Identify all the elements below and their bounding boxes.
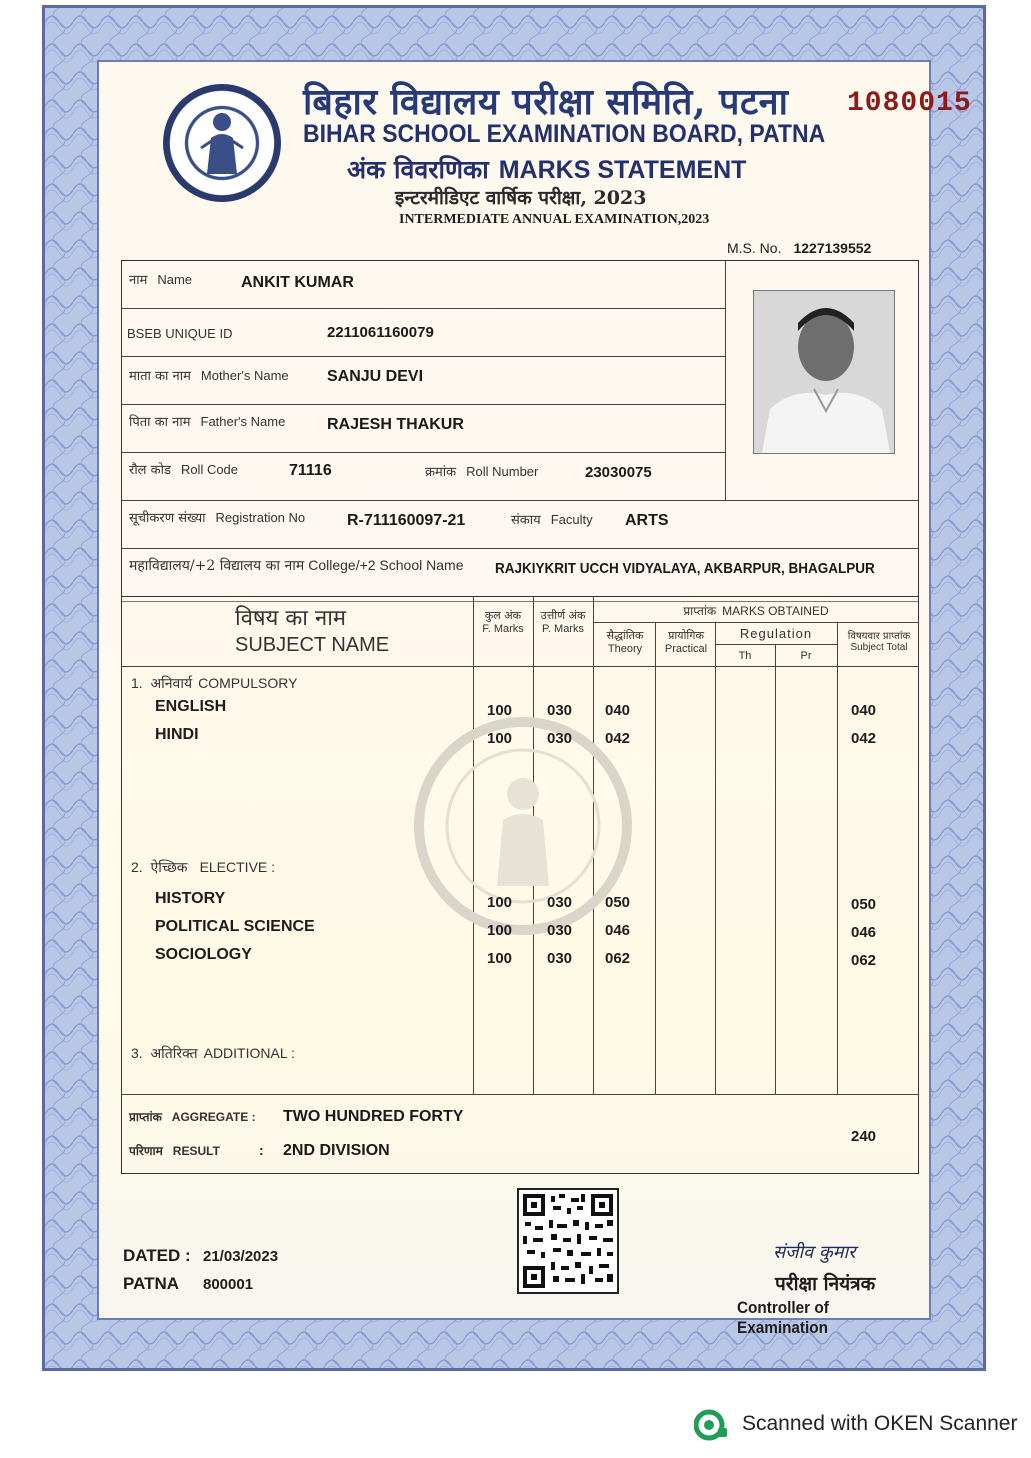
faculty-label-english: Faculty bbox=[550, 512, 593, 527]
section-additional bbox=[131, 1044, 295, 1063]
regulation-th-header: Th bbox=[738, 650, 752, 662]
certificate-border bbox=[42, 5, 986, 1371]
ms-number-label: M.S. No. bbox=[727, 240, 782, 256]
section-elective bbox=[131, 858, 275, 877]
subject-total-value: 040 bbox=[851, 702, 877, 719]
result-value: 2ND DIVISION bbox=[283, 1142, 390, 1159]
ms-number bbox=[727, 240, 871, 256]
full-marks-header-hindi: कुल अंक bbox=[484, 609, 522, 622]
subject-total-value: 062 bbox=[851, 952, 877, 969]
result-label-english: RESULT bbox=[172, 1144, 220, 1158]
roll-code-label-english: Roll Code bbox=[180, 462, 239, 477]
subject-name: SOCIOLOGY bbox=[155, 946, 252, 963]
divider bbox=[121, 666, 919, 667]
name-label-hindi: नाम bbox=[129, 273, 148, 288]
theory-value: 042 bbox=[605, 730, 631, 747]
serial-number: 1080015 bbox=[847, 88, 972, 119]
uid-label: BSEB UNIQUE ID bbox=[127, 326, 233, 341]
full-marks-value: 100 bbox=[487, 950, 513, 967]
subject-name: POLITICAL SCIENCE bbox=[155, 918, 315, 935]
roll-code-value: 71116 bbox=[289, 462, 332, 479]
theory-value: 040 bbox=[605, 702, 631, 719]
divider bbox=[121, 308, 725, 309]
qr-code bbox=[517, 1188, 619, 1294]
divider bbox=[655, 622, 656, 1094]
theory-value: 050 bbox=[605, 894, 631, 911]
subject-name: ENGLISH bbox=[155, 698, 227, 715]
college-label bbox=[129, 556, 463, 575]
section-compulsory bbox=[131, 674, 297, 693]
mother-label bbox=[129, 366, 289, 384]
regulation-pr-header: Pr bbox=[800, 650, 812, 662]
subject-name: HISTORY bbox=[155, 890, 226, 907]
roll-number-label bbox=[425, 462, 538, 480]
full-marks-header bbox=[475, 608, 531, 635]
section-elective-number: 2. bbox=[131, 859, 143, 875]
marks-obtained-header bbox=[595, 602, 917, 619]
mother-label-english: Mother's Name bbox=[200, 368, 289, 383]
faculty-label-hindi: संकाय bbox=[511, 513, 541, 528]
certificate-body bbox=[97, 60, 972, 1337]
divider bbox=[121, 548, 919, 549]
roll-number-label-english: Roll Number bbox=[466, 464, 539, 479]
theory-header-english: Theory bbox=[607, 643, 643, 655]
controller-title-hindi: परीक्षा नियंत्रक bbox=[775, 1273, 876, 1295]
exam-name-english: INTERMEDIATE ANNUAL EXAMINATION,2023 bbox=[399, 212, 710, 227]
subject-name: HINDI bbox=[155, 726, 199, 743]
divider bbox=[121, 500, 919, 501]
divider bbox=[121, 404, 725, 405]
college-label-hindi: महाविद्यालय/+2 विद्यालय का नाम bbox=[129, 558, 305, 574]
controller-signature: संजीव कुमार bbox=[773, 1242, 856, 1263]
result-label bbox=[129, 1142, 220, 1159]
pass-marks-value: 030 bbox=[547, 894, 573, 911]
exam-name-hindi: इन्टरमीडिएट वार्षिक परीक्षा, 2023 bbox=[395, 187, 647, 209]
section-compulsory-hindi: अनिवार्य bbox=[150, 676, 193, 692]
registration-label-hindi: सूचीकरण संख्या bbox=[129, 511, 206, 526]
section-compulsory-label: COMPULSORY bbox=[198, 675, 298, 691]
roll-number-label-hindi: क्रमांक bbox=[425, 465, 457, 480]
section-elective-label: ELECTIVE : bbox=[199, 859, 276, 875]
subject-total-header-english: Subject Total bbox=[850, 642, 908, 653]
practical-header bbox=[656, 628, 716, 655]
pass-marks-value: 030 bbox=[547, 730, 573, 747]
pass-marks-value: 030 bbox=[547, 702, 573, 719]
scanner-watermark-text: Scanned with OKEN Scanner bbox=[742, 1412, 1018, 1435]
father-label-hindi: पिता का नाम bbox=[129, 415, 191, 430]
section-additional-label: ADDITIONAL : bbox=[203, 1045, 295, 1061]
name-label-english: Name bbox=[157, 272, 193, 287]
theory-value: 062 bbox=[605, 950, 631, 967]
subject-header-hindi: विषय का नाम bbox=[235, 606, 347, 631]
subject-total-value: 046 bbox=[851, 924, 877, 941]
subject-total-header-hindi: विषयवार प्राप्तांक bbox=[847, 631, 911, 642]
board-name-english: BIHAR SCHOOL EXAMINATION BOARD, PATNA bbox=[303, 120, 826, 148]
student-photo-image bbox=[754, 291, 894, 453]
divider bbox=[837, 622, 838, 1094]
pass-marks-header-english: P. Marks bbox=[542, 623, 584, 635]
divider bbox=[725, 260, 726, 500]
aggregate-label-hindi: प्राप्तांक bbox=[129, 1110, 162, 1124]
section-additional-hindi: अतिरिक्त bbox=[150, 1046, 198, 1062]
aggregate-words: TWO HUNDRED FORTY bbox=[283, 1108, 464, 1125]
subject-header: SUBJECT NAME bbox=[235, 634, 390, 656]
roll-code-label-hindi: रौल कोड bbox=[129, 463, 171, 478]
bseb-seal bbox=[163, 84, 281, 202]
divider bbox=[775, 644, 776, 1094]
full-marks-value: 100 bbox=[487, 730, 513, 747]
theory-header-hindi: सैद्धांतिक bbox=[606, 629, 644, 642]
registration-label-english: Registration No bbox=[215, 510, 306, 525]
aggregate-label-english: AGGREGATE : bbox=[171, 1110, 256, 1124]
result-colon: : bbox=[259, 1142, 264, 1158]
roll-code-label bbox=[129, 460, 238, 478]
section-additional-number: 3. bbox=[131, 1045, 143, 1061]
aggregate-total: 240 bbox=[851, 1128, 877, 1145]
divider bbox=[593, 622, 919, 623]
college-label-english: College/+2 School Name bbox=[308, 557, 464, 573]
seal-figure-icon bbox=[193, 108, 251, 178]
divider bbox=[715, 644, 837, 645]
place-label: PATNA bbox=[123, 1274, 180, 1293]
marks-obtained-header-hindi: प्राप्तांक bbox=[683, 604, 717, 618]
oken-scanner-logo-icon bbox=[694, 1408, 728, 1442]
document-title-english: MARKS STATEMENT bbox=[498, 156, 747, 184]
subject-total-value: 050 bbox=[851, 896, 877, 913]
section-compulsory-number: 1. bbox=[131, 675, 143, 691]
faculty-value: ARTS bbox=[625, 512, 669, 529]
divider bbox=[121, 452, 725, 453]
roll-number-value: 23030075 bbox=[585, 464, 652, 481]
full-marks-value: 100 bbox=[487, 922, 513, 939]
pass-marks-value: 030 bbox=[547, 922, 573, 939]
section-elective-hindi: ऐच्छिक bbox=[150, 860, 188, 876]
full-marks-value: 100 bbox=[487, 702, 513, 719]
father-name: RAJESH THAKUR bbox=[327, 416, 464, 433]
pass-marks-header-hindi: उत्तीर्ण अंक bbox=[540, 609, 586, 622]
full-marks-header-english: F. Marks bbox=[482, 623, 524, 635]
divider bbox=[121, 1094, 919, 1095]
uid-value: 2211061160079 bbox=[327, 324, 434, 341]
name-label bbox=[129, 270, 192, 288]
divider bbox=[715, 622, 716, 1094]
student-name: ANKIT KUMAR bbox=[241, 274, 354, 291]
document-title bbox=[347, 152, 746, 186]
student-photo bbox=[753, 290, 895, 454]
result-label-hindi: परिणाम bbox=[129, 1144, 163, 1158]
mother-name: SANJU DEVI bbox=[327, 368, 424, 385]
pass-marks-value: 030 bbox=[547, 950, 573, 967]
controller-title: Controller of Examination bbox=[737, 1298, 829, 1337]
practical-header-hindi: प्रायोगिक bbox=[668, 629, 704, 642]
regulation-header: Regulation bbox=[739, 626, 813, 641]
board-name-hindi: बिहार विद्यालय परीक्षा समिति, पटना bbox=[303, 81, 789, 123]
subject-total-header bbox=[839, 628, 919, 653]
practical-header-english: Practical bbox=[664, 643, 708, 655]
pin-value: 800001 bbox=[203, 1276, 254, 1293]
pass-marks-header bbox=[535, 608, 591, 635]
document-title-hindi: अंक विवरणिका bbox=[347, 155, 489, 184]
theory-header bbox=[595, 628, 655, 655]
watermark-seal bbox=[413, 716, 633, 936]
aggregate-label bbox=[129, 1108, 256, 1125]
divider bbox=[121, 356, 725, 357]
theory-value: 046 bbox=[605, 922, 631, 939]
marks-obtained-header-english: MARKS OBTAINED bbox=[722, 604, 829, 618]
date-value: 21/03/2023 bbox=[203, 1248, 279, 1265]
full-marks-value: 100 bbox=[487, 894, 513, 911]
date-label: DATED : bbox=[123, 1246, 191, 1265]
college-name: RAJKIYKRIT UCCH VIDYALAYA, AKBARPUR, BHAGALPUR bbox=[495, 560, 875, 577]
registration-label bbox=[129, 508, 305, 526]
father-label bbox=[129, 412, 285, 430]
mother-label-hindi: माता का नाम bbox=[129, 369, 191, 384]
faculty-label bbox=[511, 510, 593, 528]
subject-total-value: 042 bbox=[851, 730, 877, 747]
qr-code-pattern bbox=[519, 1190, 617, 1292]
father-label-english: Father's Name bbox=[200, 414, 286, 429]
ms-number-value: 1227139552 bbox=[793, 240, 872, 256]
registration-value: R-711160097-21 bbox=[347, 512, 466, 529]
